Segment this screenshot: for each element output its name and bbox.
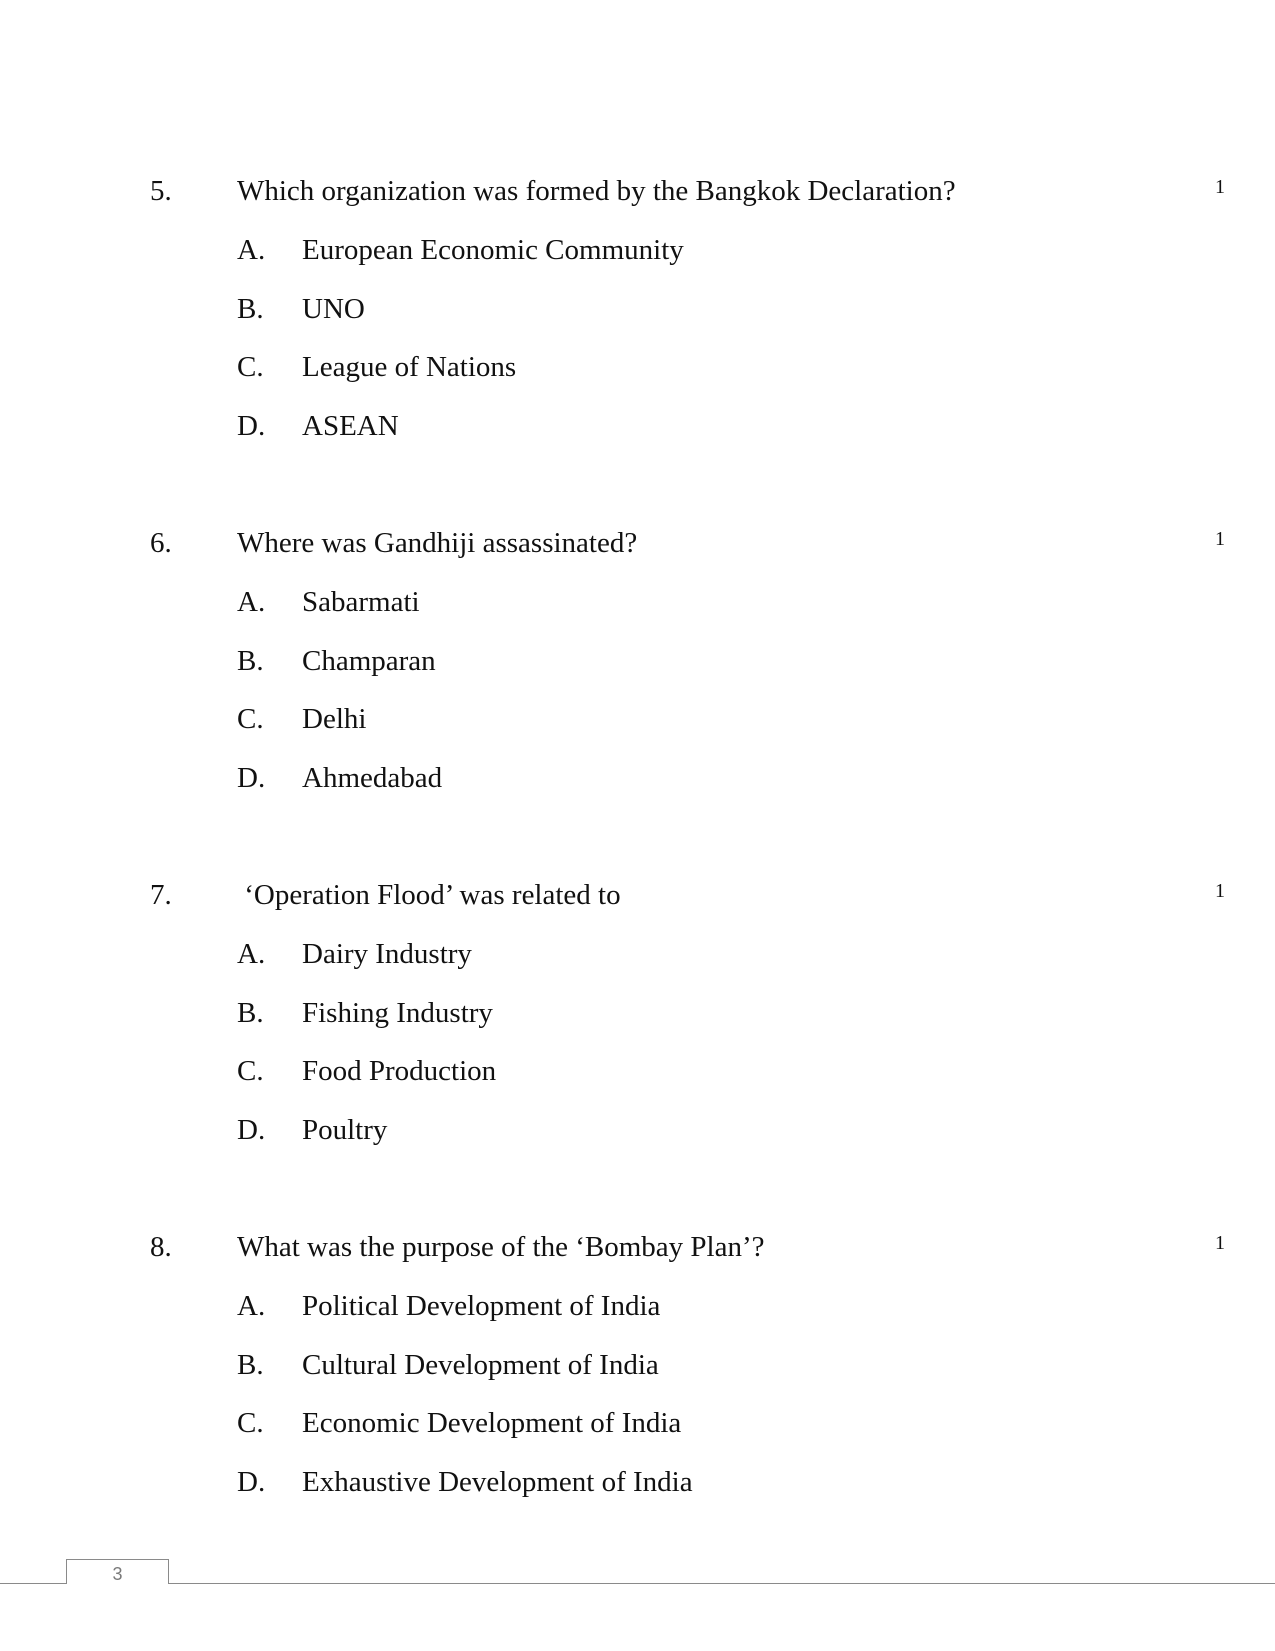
question-line (0, 171, 1275, 211)
question-marks: 1 (1215, 176, 1225, 198)
option-d (0, 387, 1275, 446)
options-list (0, 915, 1275, 1149)
option-text: Dairy Industry (302, 938, 472, 970)
page-number: 3 (66, 1559, 169, 1584)
option-b (0, 270, 1275, 329)
question-6 (0, 523, 1275, 797)
question-number: 8. (150, 1231, 172, 1263)
option-letter: C. (237, 1055, 264, 1087)
option-text: Exhaustive Development of India (302, 1465, 693, 1498)
option-letter: C. (237, 351, 264, 383)
option-text: Ahmedabad (302, 761, 443, 794)
option-a (0, 1267, 1275, 1326)
option-letter: A. (237, 234, 266, 266)
question-marks: 1 (1215, 1232, 1225, 1254)
option-letter: B. (237, 1348, 264, 1381)
footer-divider (0, 1583, 1275, 1584)
question-number: 6. (150, 527, 172, 559)
option-letter: D. (237, 761, 266, 794)
option-text: Delhi (302, 703, 367, 735)
option-letter: D. (237, 409, 266, 442)
option-c (0, 1032, 1275, 1091)
option-letter: B. (237, 644, 264, 677)
option-text: League of Nations (302, 351, 517, 383)
option-text: Fishing Industry (302, 996, 493, 1029)
option-c (0, 1384, 1275, 1443)
option-text: UNO (302, 292, 365, 325)
option-text: Political Development of India (302, 1290, 661, 1322)
option-b (0, 974, 1275, 1033)
option-letter: B. (237, 292, 264, 325)
question-line (0, 1227, 1275, 1267)
option-b (0, 622, 1275, 681)
question-text: What was the purpose of the ‘Bombay Plan’? (237, 1231, 765, 1263)
option-letter: C. (237, 703, 264, 735)
option-letter: A. (237, 586, 266, 618)
options-list (0, 1267, 1275, 1501)
option-a (0, 211, 1275, 270)
option-letter: A. (237, 1290, 266, 1322)
option-a (0, 563, 1275, 622)
question-marks: 1 (1215, 880, 1225, 902)
question-text: ‘Operation Flood’ was related to (237, 879, 621, 911)
option-text: Sabarmati (302, 586, 420, 618)
option-text: Cultural Development of India (302, 1348, 659, 1381)
option-letter: A. (237, 938, 266, 970)
question-marks: 1 (1215, 528, 1225, 550)
option-letter: C. (237, 1407, 264, 1439)
option-c (0, 328, 1275, 387)
option-d (0, 739, 1275, 798)
option-text: ASEAN (302, 409, 399, 442)
question-line (0, 523, 1275, 563)
option-text: Champaran (302, 644, 436, 677)
options-list (0, 563, 1275, 797)
option-letter: D. (237, 1465, 266, 1498)
option-letter: B. (237, 996, 264, 1029)
option-d (0, 1091, 1275, 1150)
option-b (0, 1326, 1275, 1385)
question-7 (0, 875, 1275, 1149)
question-number: 7. (150, 879, 172, 911)
question-8 (0, 1227, 1275, 1501)
option-a (0, 915, 1275, 974)
question-text: Where was Gandhiji assassinated? (237, 527, 638, 559)
option-c (0, 680, 1275, 739)
question-text: Which organization was formed by the Bangkok Declaration? (237, 175, 956, 207)
question-5 (0, 171, 1275, 445)
option-text: Food Production (302, 1055, 497, 1087)
option-letter: D. (237, 1113, 266, 1146)
question-line (0, 875, 1275, 915)
option-text: Economic Development of India (302, 1407, 682, 1439)
option-text: Poultry (302, 1113, 388, 1146)
option-text: European Economic Community (302, 234, 684, 266)
options-list (0, 211, 1275, 445)
question-number: 5. (150, 175, 172, 207)
option-d (0, 1443, 1275, 1502)
